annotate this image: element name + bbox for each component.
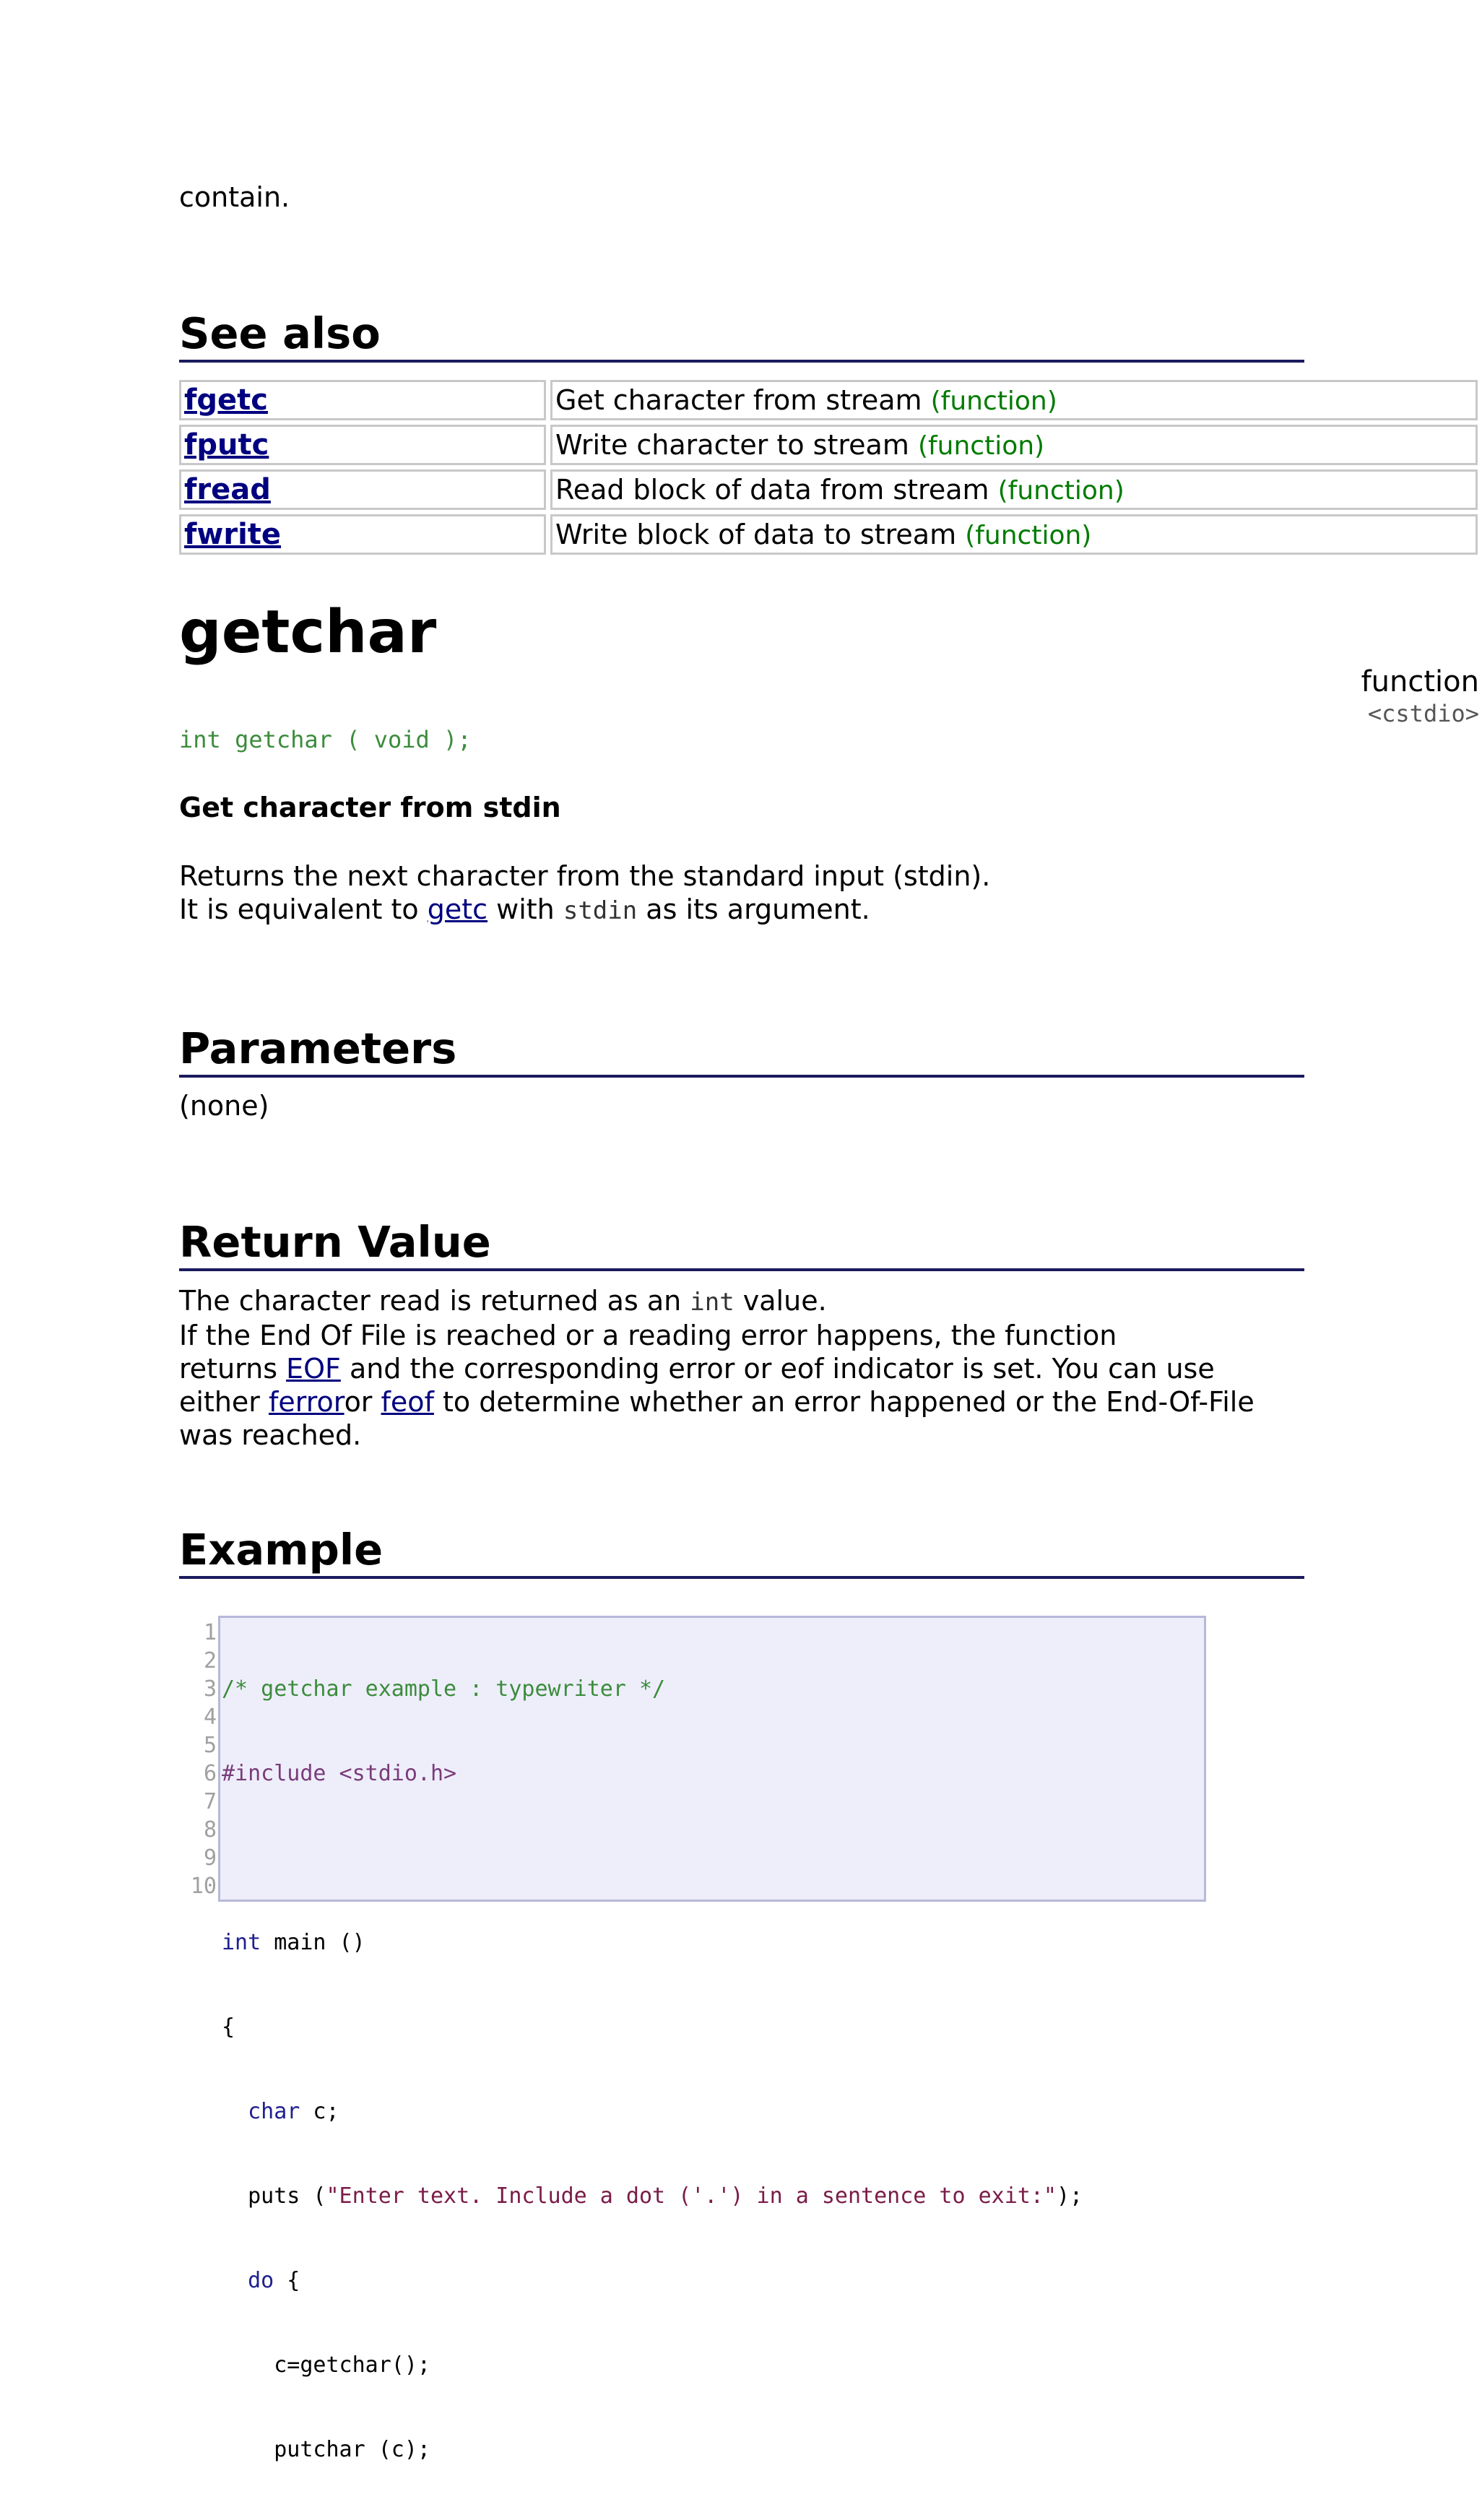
see-also-description: Write block of data to stream [555, 519, 957, 550]
code-indent [222, 2268, 248, 2293]
line-number-gutter [179, 1616, 217, 1902]
see-also-heading: See also [179, 308, 1304, 363]
description-line [179, 893, 1306, 927]
return-line: If the End Of File is reached or a reading error happens, the function [179, 1320, 1117, 1351]
return-text: value. [734, 1285, 827, 1317]
see-also-name-cell [179, 380, 546, 420]
see-also-row [179, 514, 1478, 555]
code-line [222, 2097, 1204, 2126]
code-text: puts ( [222, 2183, 326, 2209]
entry-summary: Get character from stdin [179, 792, 561, 823]
see-also-row [179, 425, 1478, 465]
code-keyword: int [222, 1930, 261, 1955]
see-also-description: Read block of data from stream [555, 474, 989, 506]
getc-link[interactable]: getc [427, 893, 488, 925]
line-number: 1 [203, 1620, 217, 1645]
return-text: to determine whether an error happened or the End-Of-File [433, 1386, 1254, 1418]
see-also-kind: (function) [965, 521, 1092, 550]
entry-title: getchar [179, 598, 437, 667]
return-text: or [344, 1386, 381, 1418]
code-preprocessor: #include <stdio.h> [222, 1761, 457, 1786]
line-number: 4 [203, 1705, 217, 1730]
see-also-desc-cell [550, 514, 1478, 555]
example-code-block [179, 1616, 1206, 2462]
see-also-name-cell [179, 469, 546, 510]
see-also-desc-cell [550, 469, 1478, 510]
code-text: { [274, 2268, 300, 2293]
see-also-row [179, 469, 1478, 510]
code-line [222, 2182, 1204, 2210]
code-line [222, 2435, 1204, 2464]
fwrite-link[interactable]: fwrite [184, 518, 282, 551]
intro-text-tail: contain. [179, 181, 290, 213]
fgetc-link[interactable]: fgetc [184, 384, 268, 417]
code-text: ); [1056, 2183, 1083, 2209]
int-code: int [690, 1288, 734, 1317]
eof-link[interactable]: EOF [286, 1353, 341, 1385]
see-also-description: Write character to stream [555, 429, 909, 461]
code-line [222, 1928, 1204, 1957]
example-heading: Example [179, 1524, 1304, 1579]
code-text: putchar (c); [222, 2437, 430, 2462]
return-line [179, 1385, 1306, 1419]
description-line: Returns the next character from the standard input (stdin). [179, 860, 991, 892]
desc-text: with [488, 893, 563, 925]
return-text: either [179, 1386, 269, 1418]
code-line [222, 1844, 1204, 1872]
see-also-name-cell [179, 514, 546, 555]
line-number: 7 [203, 1789, 217, 1814]
code-text-area[interactable] [218, 1616, 1206, 2462]
stdin-code: stdin [563, 896, 638, 925]
see-also-kind: (function) [930, 386, 1057, 416]
return-line: was reached. [179, 1419, 362, 1451]
see-also-row [179, 380, 1478, 420]
return-value-text [179, 1284, 1306, 1452]
fputc-link[interactable]: fputc [184, 428, 269, 462]
line-number: 5 [203, 1733, 217, 1758]
return-line [179, 1284, 1306, 1319]
see-also-desc-cell [550, 380, 1478, 420]
code-line [222, 2013, 1204, 2041]
see-also-description: Get character from stream [555, 384, 922, 416]
code-line [222, 2351, 1204, 2379]
line-number: 6 [203, 1761, 217, 1786]
code-text: c; [300, 2099, 339, 2124]
see-also-table [175, 376, 1482, 559]
code-line [222, 1675, 1204, 1703]
line-number: 8 [203, 1817, 217, 1843]
desc-text: as its argument. [637, 893, 870, 925]
entry-header-label: <cstdio> [1367, 700, 1479, 727]
ferror-link[interactable]: ferror [269, 1386, 344, 1418]
see-also-kind: (function) [997, 476, 1124, 506]
return-text: returns [179, 1353, 287, 1385]
parameters-heading: Parameters [179, 1023, 1304, 1078]
see-also-kind: (function) [917, 431, 1045, 461]
line-number: 9 [203, 1845, 217, 1871]
code-text: main () [261, 1930, 365, 1955]
line-number: 10 [190, 1874, 217, 1899]
code-keyword: do [248, 2268, 274, 2293]
code-keyword: char [248, 2099, 300, 2124]
parameters-text: (none) [179, 1090, 269, 1122]
feof-link[interactable]: feof [381, 1386, 434, 1418]
line-number: 3 [203, 1676, 217, 1702]
line-number: 2 [203, 1648, 217, 1673]
code-indent [222, 2099, 248, 2124]
return-text: The character read is returned as an [179, 1285, 690, 1317]
entry-kind-label: function [1361, 665, 1479, 698]
return-line [179, 1352, 1306, 1385]
code-line [222, 2266, 1204, 2295]
entry-description [179, 860, 1306, 927]
code-comment: /* getchar example : typewriter */ [222, 1676, 666, 1702]
code-string: "Enter text. Include a dot ('.') in a sentence to exit:" [326, 2183, 1057, 2209]
desc-text: It is equivalent to [179, 893, 428, 925]
document-page [179, 0, 1479, 2462]
code-text: { [222, 2014, 235, 2040]
code-text: c=getchar(); [222, 2352, 430, 2378]
code-line [222, 1759, 1204, 1788]
fread-link[interactable]: fread [184, 473, 271, 506]
see-also-desc-cell [550, 425, 1478, 465]
function-prototype: int getchar ( void ); [179, 726, 472, 753]
see-also-name-cell [179, 425, 546, 465]
return-value-heading: Return Value [179, 1216, 1304, 1271]
return-text: and the corresponding error or eof indicator is set. You can use [340, 1353, 1215, 1385]
